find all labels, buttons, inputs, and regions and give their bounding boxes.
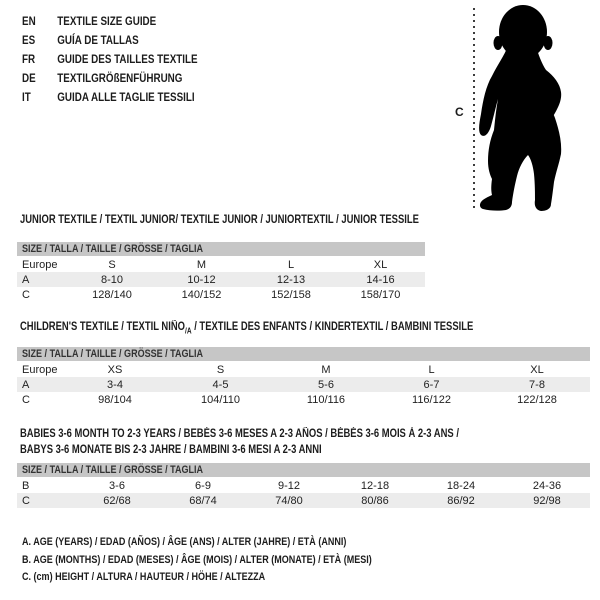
language-list [22,12,236,107]
table-cell: 110/116 [306,393,346,406]
table-cell: XL [530,363,544,376]
table-cell: 10-12 [157,272,246,287]
row-label: Europe [22,363,58,376]
footnote-a: A. AGE (YEARS) / EDAD (AÑOS) / ÂGE (ANS) / ALTER (JAHRE) / ETÀ (ANNI) [22,536,347,548]
row-label: A [17,377,62,392]
table-cell: S [108,258,116,271]
table-cell: S [216,363,225,376]
table-cell: 92/98 [504,493,590,508]
table-row [17,272,425,287]
baby-silhouette [478,2,574,213]
lang-code: ES [22,33,36,47]
junior-table [17,242,425,302]
lang-code: IT [22,90,31,104]
table-cell: 104/110 [201,393,240,406]
lang-label: GUIDE DES TAILLES TEXTILE [57,52,198,66]
lang-row-fr [22,50,236,69]
size-header-bar: SIZE / TALLA / TAILLE / GRÖSSE / TAGLIA [17,463,590,477]
babies-table [17,463,590,508]
table-row [17,392,590,407]
table-cell: L [287,258,295,271]
table-cell: 3-4 [62,377,168,392]
table-row [17,478,590,493]
table-cell: 122/128 [517,393,557,406]
table-cell: 3-6 [109,479,125,492]
size-header-bar: SIZE / TALLA / TAILLE / GRÖSSE / TAGLIA [17,347,590,361]
lang-code: DE [22,71,36,85]
table-cell: 98/104 [98,393,132,406]
babies-size-table [17,478,590,508]
table-cell: 152/158 [271,288,311,301]
row-label: B [22,479,30,492]
row-label: A [17,272,67,287]
lang-label: TEXTILE SIZE GUIDE [57,14,157,28]
table-cell: 14-16 [336,272,425,287]
table-cell: 12-13 [246,272,336,287]
table-cell: 158/170 [360,288,401,301]
table-cell: 24-36 [532,479,562,492]
table-cell: 9-12 [277,479,301,492]
height-measure-dotted-line [473,8,475,210]
table-cell: 5-6 [273,377,379,392]
title-subscript: /A [185,326,192,336]
row-label: C [22,393,30,406]
babies-section-title: BABIES 3-6 MONTH TO 2-3 YEARS / BEBÉS 3-6 MESES A 2-3 AÑOS / BÉBÉS 3-6 MOIS À 2-3 ANS / BABYS 3-6 MONATE BIS 2-3 JAHRE / BAMBINI 3-6 MESI A 2-3 ANNI [20,428,459,456]
table-cell: 6-9 [195,479,211,492]
lang-row-en [22,12,236,31]
table-row [17,257,425,272]
measure-label-c: C [455,105,464,119]
table-cell: 128/140 [92,288,132,301]
children-size-table [17,362,590,407]
table-cell: 18-24 [446,479,476,492]
table-row [17,362,590,377]
row-label: C [17,493,74,508]
table-cell: 86/92 [418,493,504,508]
lang-code: EN [22,14,36,28]
table-cell: XS [107,363,123,376]
footnote-c: C. (cm) HEIGHT / ALTURA / HAUTEUR / HÖHE / ALTEZZA [22,571,266,583]
table-cell: XL [373,258,388,271]
row-label: C [22,288,30,301]
table-row [17,493,590,508]
lang-row-de [22,69,236,88]
table-cell: 6-7 [379,377,484,392]
table-row [17,377,590,392]
table-cell: 7-8 [484,377,590,392]
table-cell: 140/152 [181,288,222,301]
children-section-title: CHILDREN'S TEXTILE / TEXTIL $NIÑO_{/A}$ / TEXTILE DES ENFANTS / KINDERTEXTIL / BAMBINI TESSILE [20,321,474,336]
table-cell: M [321,363,331,376]
row-label: Europe [22,258,58,271]
table-row [17,287,425,302]
size-header-bar: SIZE / TALLA / TAILLE / GRÖSSE / TAGLIA [17,242,425,256]
lang-row-es [22,31,236,50]
table-cell: 116/122 [412,393,451,406]
junior-size-table [17,257,425,302]
table-cell: L [428,363,435,376]
table-cell: M [196,258,207,271]
lang-label: TEXTILGRÖßENFÜHRUNG [57,71,183,85]
table-cell: 4-5 [168,377,273,392]
lang-label: GUÍA DE TALLAS [57,33,139,47]
lang-code: FR [22,52,36,66]
table-cell: 12-18 [360,479,390,492]
table-cell: 80/86 [332,493,418,508]
table-cell: 62/68 [74,493,160,508]
children-table [17,347,590,407]
table-cell: 8-10 [67,272,157,287]
lang-row-it [22,88,236,107]
footnotes [22,534,449,587]
junior-section-title: JUNIOR TEXTILE / TEXTIL JUNIOR/ TEXTILE JUNIOR / JUNIORTEXTIL / JUNIOR TESSILE [20,214,419,226]
footnote-b: B. AGE (MONTHS) / EDAD (MESES) / ÂGE (MOIS) / ALTER (MONATE) / ETÀ (MESI) [22,553,372,566]
lang-label: GUIDA ALLE TAGLIE TESSILI [57,90,195,104]
table-cell: 74/80 [246,493,332,508]
table-cell: 68/74 [160,493,246,508]
